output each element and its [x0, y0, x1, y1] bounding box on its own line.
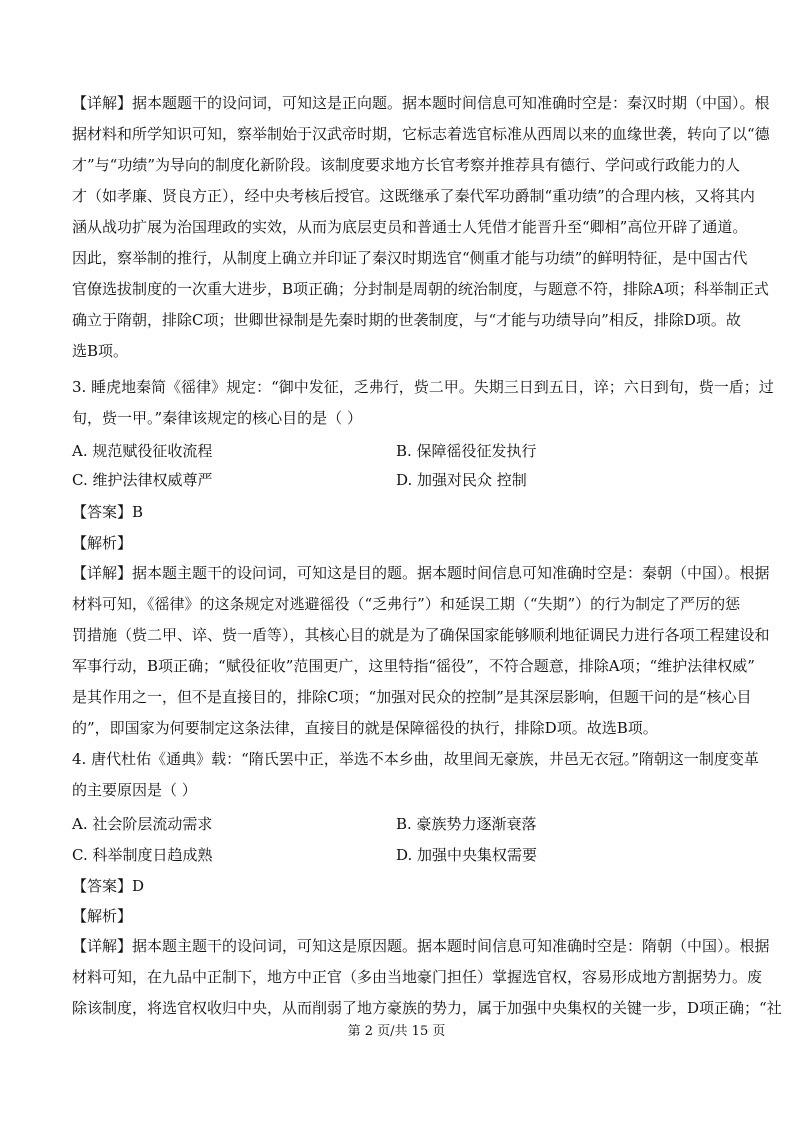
text-line: 【详解】据本题主题干的设问词，可知这是原因题。据本题时间信息可知准确时空是：隋朝（中国）。根据 [72, 937, 770, 955]
question-line: 3. 睡虎地秦简《徭律》规定：“御中发征，乏弗行，赀二甲。失期三日到五日，谇；六日到旬，赀一盾；过 [72, 378, 774, 396]
q4-option-b: B. 豪族势力逐渐衰落 [396, 815, 537, 833]
q4-analysis-label: 【解析】 [72, 907, 133, 925]
text-line: 官僚选拔制度的一次重大进步，B项正确；分封制是周朝的统治制度，与题意不符，排除A项；科举制正式 [72, 280, 769, 298]
text-line: 据材料和所学知识可知，察举制始于汉武帝时期，它标志着选官标准从西周以来的血缘世袭，转向了以“德 [72, 125, 770, 143]
question-line: 的主要原因是（ ） [72, 781, 197, 799]
q3-option-a: A. 规范赋役征收流程 [72, 442, 213, 460]
q2-detail-paragraph [72, 88, 770, 367]
q4-option-d: D. 加强中央集权需要 [396, 846, 538, 864]
text-line: 才”与“功绩”为导向的制度化新阶段。该制度要求地方长官考察并推荐具有德行、学问或行政能力的人 [72, 156, 741, 174]
question-line: 旬，赀一甲。”秦律该规定的核心目的是（ ） [72, 409, 362, 427]
q4-answer: 【答案】D [72, 877, 145, 895]
q3-option-b: B. 保障徭役征发执行 [396, 442, 537, 460]
page-number-footer: 第 2 页/共 15 页 [347, 1024, 446, 1039]
q4-detail-paragraph [72, 931, 782, 1024]
text-line: 【详解】据本题主题干的设问词，可知这是目的题。据本题时间信息可知准确时空是：秦朝（中国）。根据 [72, 564, 770, 582]
text-line: 的”，即国家为何要制定这条法律，直接目的就是保障徭役的执行，排除D项。故选B项。 [72, 719, 658, 737]
q3-stem [72, 372, 774, 434]
text-line: 是其作用之一，但不是直接目的，排除C项；“加强对民众的控制”是其深层影响，但题干问的是“核心目 [72, 688, 752, 706]
text-line: 选B项。 [72, 342, 129, 360]
q3-option-c: C. 维护法律权威尊严 [72, 471, 213, 489]
text-line: 罚措施（赀二甲、谇、赀一盾等），其核心目的就是为了确保国家能够顺利地征调民力进行各项工程建设和 [72, 626, 770, 644]
q3-option-d: D. 加强对民众 控制 [396, 471, 527, 489]
text-line: 才（如孝廉、贤良方正），经中央考核后授官。这既继承了秦代军功爵制“重功绩”的合理内核，又将其内 [72, 187, 755, 205]
q3-answer: 【答案】B [72, 503, 144, 521]
q4-option-c: C. 科举制度日趋成熟 [72, 846, 213, 864]
q3-detail-paragraph [72, 558, 770, 744]
q3-analysis-label: 【解析】 [72, 534, 133, 552]
text-line: 因此，察举制的推行，从制度上确立并印证了秦汉时期选官“侧重才能与功绩”的鲜明特征，是中国古代 [72, 249, 748, 267]
question-line: 4. 唐代杜佑《通典》载：“隋氏罢中正，举选不本乡曲，故里闾无豪族，井邑无衣冠。”隋朝这一制度变革 [72, 750, 759, 768]
text-line: 确立于隋朝，排除C项；世卿世禄制是先秦时期的世袭制度，与“才能与功绩导向”相反，排除D项。故 [72, 311, 741, 329]
text-line: 材料可知，在九品中正制下，地方中正官（多由当地豪门担任）掌握选官权，容易形成地方割据势力。废 [72, 968, 763, 986]
text-line: 涵从战功扩展为治国理政的实效，从而为底层吏员和普通士人凭借才能晋升至“卿相”高位开辟了通道。 [72, 218, 748, 236]
q4-stem [72, 744, 759, 806]
text-line: 军事行动，B项正确；“赋役征收”范围更广，这里特指“徭役”，不符合题意，排除A项；“维护法律权威” [72, 657, 755, 675]
text-line: 材料可知，《徭律》的这条规定对逃避徭役（“乏弗行”）和延误工期（“失期”）的行为制定了严厉的惩 [72, 595, 741, 613]
q4-option-a: A. 社会阶层流动需求 [72, 815, 213, 833]
text-line: 除该制度，将选官权收归中央，从而削弱了地方豪族的势力，属于加强中央集权的关键一步，D项正确；“社 [72, 999, 782, 1017]
text-line: 【详解】据本题题干的设问词，可知这是正向题。据本题时间信息可知准确时空是：秦汉时期（中国）。根 [72, 94, 770, 112]
